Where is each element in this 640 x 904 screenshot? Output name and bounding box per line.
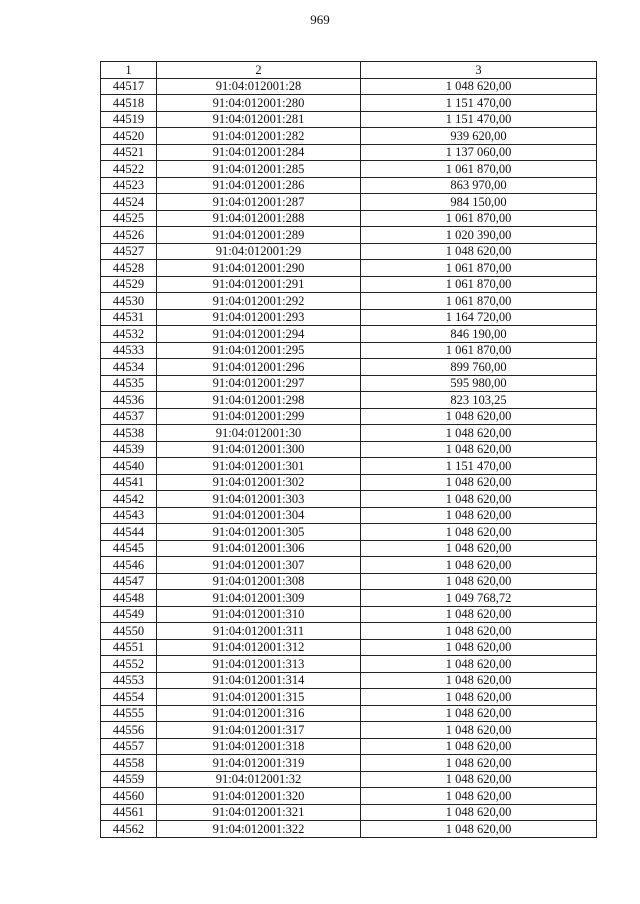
cadastral-number-cell: 91:04:012001:291 — [157, 276, 361, 293]
table-body — [101, 78, 597, 837]
value-cell: 1 020 390,00 — [361, 227, 597, 244]
value-cell: 1 048 620,00 — [361, 540, 597, 557]
value-cell: 1 061 870,00 — [361, 293, 597, 310]
table-row — [101, 441, 597, 458]
table-row — [101, 78, 597, 95]
cadastral-number-cell: 91:04:012001:307 — [157, 557, 361, 574]
value-cell: 1 048 620,00 — [361, 738, 597, 755]
table-row — [101, 425, 597, 442]
registry-table — [100, 61, 597, 838]
value-cell: 1 048 620,00 — [361, 639, 597, 656]
cadastral-number-cell: 91:04:012001:32 — [157, 771, 361, 788]
row-number-cell: 44541 — [101, 474, 157, 491]
cadastral-number-cell: 91:04:012001:310 — [157, 606, 361, 623]
table-row — [101, 705, 597, 722]
value-cell: 1 151 470,00 — [361, 111, 597, 128]
cadastral-number-cell: 91:04:012001:297 — [157, 375, 361, 392]
cadastral-number-cell: 91:04:012001:287 — [157, 194, 361, 211]
cadastral-number-cell: 91:04:012001:282 — [157, 128, 361, 145]
value-cell: 1 048 620,00 — [361, 804, 597, 821]
table-row — [101, 804, 597, 821]
row-number-cell: 44560 — [101, 788, 157, 805]
row-number-cell: 44551 — [101, 639, 157, 656]
cadastral-number-cell: 91:04:012001:286 — [157, 177, 361, 194]
table-row — [101, 771, 597, 788]
row-number-cell: 44562 — [101, 821, 157, 838]
table-row — [101, 672, 597, 689]
table-row — [101, 227, 597, 244]
value-cell: 1 048 620,00 — [361, 243, 597, 260]
cadastral-number-cell: 91:04:012001:319 — [157, 755, 361, 772]
column-header-3: 3 — [361, 62, 597, 79]
table-row — [101, 309, 597, 326]
table-row — [101, 755, 597, 772]
row-number-cell: 44549 — [101, 606, 157, 623]
value-cell: 1 048 620,00 — [361, 524, 597, 541]
row-number-cell: 44538 — [101, 425, 157, 442]
table-row — [101, 326, 597, 343]
value-cell: 846 190,00 — [361, 326, 597, 343]
value-cell: 1 048 620,00 — [361, 557, 597, 574]
cadastral-number-cell: 91:04:012001:28 — [157, 78, 361, 95]
value-cell: 1 048 620,00 — [361, 623, 597, 640]
value-cell: 1 048 620,00 — [361, 491, 597, 508]
cadastral-number-cell: 91:04:012001:281 — [157, 111, 361, 128]
value-cell: 1 151 470,00 — [361, 458, 597, 475]
cadastral-number-cell: 91:04:012001:285 — [157, 161, 361, 178]
cadastral-number-cell: 91:04:012001:295 — [157, 342, 361, 359]
cadastral-number-cell: 91:04:012001:292 — [157, 293, 361, 310]
table-row — [101, 95, 597, 112]
value-cell: 1 164 720,00 — [361, 309, 597, 326]
row-number-cell: 44524 — [101, 194, 157, 211]
row-number-cell: 44554 — [101, 689, 157, 706]
row-number-cell: 44518 — [101, 95, 157, 112]
cadastral-number-cell: 91:04:012001:298 — [157, 392, 361, 409]
row-number-cell: 44547 — [101, 573, 157, 590]
row-number-cell: 44548 — [101, 590, 157, 607]
table-row — [101, 722, 597, 739]
table-header — [101, 62, 597, 79]
row-number-cell: 44542 — [101, 491, 157, 508]
value-cell: 1 048 620,00 — [361, 755, 597, 772]
value-cell: 1 061 870,00 — [361, 161, 597, 178]
row-number-cell: 44558 — [101, 755, 157, 772]
table-row — [101, 507, 597, 524]
cadastral-number-cell: 91:04:012001:311 — [157, 623, 361, 640]
row-number-cell: 44537 — [101, 408, 157, 425]
table-row — [101, 243, 597, 260]
value-cell: 1 048 620,00 — [361, 425, 597, 442]
table-row — [101, 177, 597, 194]
row-number-cell: 44540 — [101, 458, 157, 475]
row-number-cell: 44529 — [101, 276, 157, 293]
row-number-cell: 44561 — [101, 804, 157, 821]
value-cell: 899 760,00 — [361, 359, 597, 376]
row-number-cell: 44544 — [101, 524, 157, 541]
row-number-cell: 44535 — [101, 375, 157, 392]
cadastral-number-cell: 91:04:012001:280 — [157, 95, 361, 112]
column-header-2: 2 — [157, 62, 361, 79]
value-cell: 1 061 870,00 — [361, 342, 597, 359]
value-cell: 1 048 620,00 — [361, 672, 597, 689]
row-number-cell: 44539 — [101, 441, 157, 458]
table-row — [101, 161, 597, 178]
cadastral-number-cell: 91:04:012001:320 — [157, 788, 361, 805]
cadastral-number-cell: 91:04:012001:300 — [157, 441, 361, 458]
value-cell: 984 150,00 — [361, 194, 597, 211]
cadastral-number-cell: 91:04:012001:290 — [157, 260, 361, 277]
row-number-cell: 44531 — [101, 309, 157, 326]
header-row — [101, 62, 597, 79]
page-number: 969 — [310, 12, 330, 27]
row-number-cell: 44522 — [101, 161, 157, 178]
row-number-cell: 44546 — [101, 557, 157, 574]
cadastral-number-cell: 91:04:012001:294 — [157, 326, 361, 343]
value-cell: 1 048 620,00 — [361, 821, 597, 838]
cadastral-number-cell: 91:04:012001:304 — [157, 507, 361, 524]
cadastral-number-cell: 91:04:012001:322 — [157, 821, 361, 838]
value-cell: 1 048 620,00 — [361, 441, 597, 458]
table-row — [101, 342, 597, 359]
row-number-cell: 44555 — [101, 705, 157, 722]
table-row — [101, 144, 597, 161]
value-cell: 595 980,00 — [361, 375, 597, 392]
value-cell: 823 103,25 — [361, 392, 597, 409]
cadastral-number-cell: 91:04:012001:296 — [157, 359, 361, 376]
row-number-cell: 44530 — [101, 293, 157, 310]
cadastral-number-cell: 91:04:012001:309 — [157, 590, 361, 607]
value-cell: 1 048 620,00 — [361, 788, 597, 805]
table-row — [101, 194, 597, 211]
cadastral-number-cell: 91:04:012001:321 — [157, 804, 361, 821]
row-number-cell: 44543 — [101, 507, 157, 524]
row-number-cell: 44532 — [101, 326, 157, 343]
cadastral-number-cell: 91:04:012001:284 — [157, 144, 361, 161]
table-row — [101, 210, 597, 227]
table-row — [101, 474, 597, 491]
value-cell: 1 137 060,00 — [361, 144, 597, 161]
cadastral-number-cell: 91:04:012001:302 — [157, 474, 361, 491]
table-row — [101, 458, 597, 475]
row-number-cell: 44545 — [101, 540, 157, 557]
cadastral-number-cell: 91:04:012001:315 — [157, 689, 361, 706]
row-number-cell: 44536 — [101, 392, 157, 409]
value-cell: 1 049 768,72 — [361, 590, 597, 607]
cadastral-number-cell: 91:04:012001:306 — [157, 540, 361, 557]
table-row — [101, 375, 597, 392]
row-number-cell: 44527 — [101, 243, 157, 260]
table-row — [101, 656, 597, 673]
row-number-cell: 44520 — [101, 128, 157, 145]
row-number-cell: 44517 — [101, 78, 157, 95]
value-cell: 1 048 620,00 — [361, 705, 597, 722]
cadastral-number-cell: 91:04:012001:312 — [157, 639, 361, 656]
cadastral-number-cell: 91:04:012001:288 — [157, 210, 361, 227]
cadastral-number-cell: 91:04:012001:293 — [157, 309, 361, 326]
value-cell: 1 151 470,00 — [361, 95, 597, 112]
row-number-cell: 44557 — [101, 738, 157, 755]
value-cell: 1 048 620,00 — [361, 656, 597, 673]
cadastral-number-cell: 91:04:012001:30 — [157, 425, 361, 442]
table-row — [101, 788, 597, 805]
value-cell: 1 048 620,00 — [361, 606, 597, 623]
row-number-cell: 44523 — [101, 177, 157, 194]
value-cell: 863 970,00 — [361, 177, 597, 194]
cadastral-number-cell: 91:04:012001:308 — [157, 573, 361, 590]
cadastral-number-cell: 91:04:012001:289 — [157, 227, 361, 244]
row-number-cell: 44556 — [101, 722, 157, 739]
value-cell: 1 048 620,00 — [361, 771, 597, 788]
table-row — [101, 590, 597, 607]
table-row — [101, 540, 597, 557]
cadastral-number-cell: 91:04:012001:299 — [157, 408, 361, 425]
table-row — [101, 111, 597, 128]
row-number-cell: 44550 — [101, 623, 157, 640]
table-row — [101, 408, 597, 425]
row-number-cell: 44519 — [101, 111, 157, 128]
cadastral-number-cell: 91:04:012001:316 — [157, 705, 361, 722]
row-number-cell: 44552 — [101, 656, 157, 673]
table-row — [101, 573, 597, 590]
cadastral-number-cell: 91:04:012001:305 — [157, 524, 361, 541]
value-cell: 1 048 620,00 — [361, 78, 597, 95]
row-number-cell: 44534 — [101, 359, 157, 376]
value-cell: 1 048 620,00 — [361, 689, 597, 706]
cadastral-number-cell: 91:04:012001:313 — [157, 656, 361, 673]
row-number-cell: 44533 — [101, 342, 157, 359]
value-cell: 1 061 870,00 — [361, 276, 597, 293]
value-cell: 1 048 620,00 — [361, 408, 597, 425]
cadastral-number-cell: 91:04:012001:303 — [157, 491, 361, 508]
cadastral-number-cell: 91:04:012001:314 — [157, 672, 361, 689]
value-cell: 1 061 870,00 — [361, 260, 597, 277]
value-cell: 1 048 620,00 — [361, 507, 597, 524]
table-row — [101, 524, 597, 541]
table-row — [101, 623, 597, 640]
cadastral-number-cell: 91:04:012001:301 — [157, 458, 361, 475]
row-number-cell: 44525 — [101, 210, 157, 227]
value-cell: 1 061 870,00 — [361, 210, 597, 227]
table-row — [101, 821, 597, 838]
value-cell: 1 048 620,00 — [361, 573, 597, 590]
cadastral-number-cell: 91:04:012001:317 — [157, 722, 361, 739]
cadastral-number-cell: 91:04:012001:29 — [157, 243, 361, 260]
table-row — [101, 491, 597, 508]
value-cell: 939 620,00 — [361, 128, 597, 145]
cadastral-number-cell: 91:04:012001:318 — [157, 738, 361, 755]
table-row — [101, 606, 597, 623]
row-number-cell: 44521 — [101, 144, 157, 161]
value-cell: 1 048 620,00 — [361, 474, 597, 491]
row-number-cell: 44553 — [101, 672, 157, 689]
value-cell: 1 048 620,00 — [361, 722, 597, 739]
row-number-cell: 44526 — [101, 227, 157, 244]
table-row — [101, 276, 597, 293]
table-row — [101, 738, 597, 755]
table-row — [101, 128, 597, 145]
table-row — [101, 557, 597, 574]
row-number-cell: 44559 — [101, 771, 157, 788]
table-row — [101, 359, 597, 376]
column-header-1: 1 — [101, 62, 157, 79]
table-row — [101, 639, 597, 656]
row-number-cell: 44528 — [101, 260, 157, 277]
table-row — [101, 293, 597, 310]
table-row — [101, 260, 597, 277]
table-row — [101, 689, 597, 706]
table-row — [101, 392, 597, 409]
